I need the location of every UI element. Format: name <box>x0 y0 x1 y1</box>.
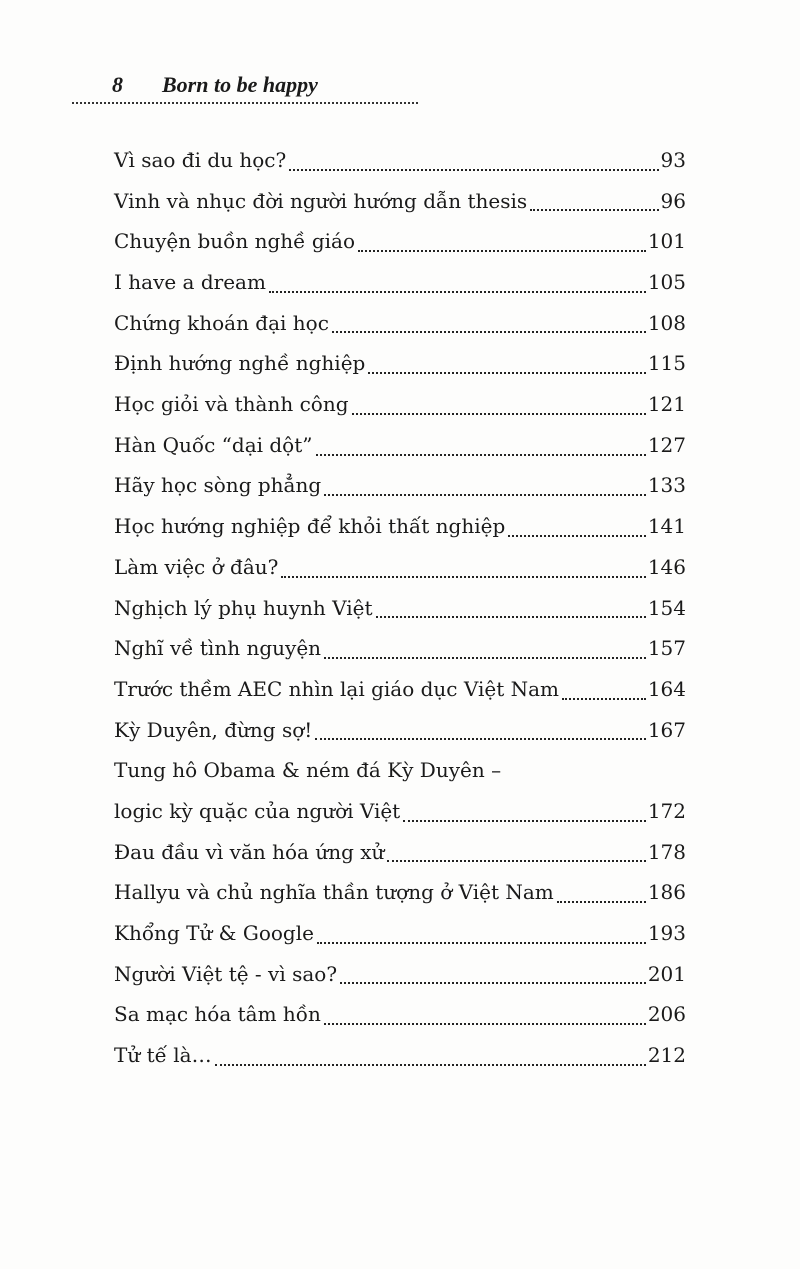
toc-entry <box>114 466 686 507</box>
book-title: Born to be happy <box>162 72 318 97</box>
toc-entry-title: Học hướng nghiệp để khỏi thất nghiệp <box>114 514 506 539</box>
toc-entry-title-last-line <box>114 791 648 832</box>
toc-entry <box>114 506 686 547</box>
header-divider <box>72 102 418 104</box>
toc-entry <box>114 547 686 588</box>
dot-leader <box>508 535 646 537</box>
dot-leader <box>368 372 645 374</box>
toc-entry <box>114 181 686 222</box>
toc-entry-page: 115 <box>647 351 686 376</box>
toc-entry-page: 96 <box>660 188 686 213</box>
toc-entry-page: 193 <box>647 921 686 946</box>
toc-entry-title: Sa mạc hóa tâm hồn <box>114 1002 321 1027</box>
toc-entry-title: Hàn Quốc “dại dột” <box>114 432 313 457</box>
toc-entry-page: 186 <box>647 880 686 905</box>
toc-entry <box>114 384 686 425</box>
dot-leader <box>315 738 646 740</box>
toc-entry <box>114 140 686 181</box>
toc-entry-page: 146 <box>647 554 686 579</box>
toc-entry <box>114 343 686 384</box>
toc-entry-page: 101 <box>647 229 686 254</box>
toc-entry-page: 178 <box>647 839 686 864</box>
dot-leader <box>324 657 646 659</box>
dot-leader <box>324 494 646 496</box>
toc-entry <box>114 872 686 913</box>
dot-leader <box>376 616 646 618</box>
toc-entry-title: Chuyện buồn nghề giáo <box>114 229 355 254</box>
dot-leader <box>289 169 658 171</box>
toc-entry-page: 157 <box>647 636 686 661</box>
dot-leader <box>358 250 646 252</box>
toc-entry <box>114 303 686 344</box>
toc-entry <box>114 628 686 669</box>
toc-entry-title: Tử tế là… <box>114 1043 212 1068</box>
toc-entry-title: Hallyu và chủ nghĩa thần tượng ở Việt Nam <box>114 880 554 905</box>
toc-entry-title: Học giỏi và thành công <box>114 392 349 417</box>
dot-leader <box>317 942 646 944</box>
running-header <box>112 70 418 104</box>
toc-entry-page: 141 <box>647 514 686 539</box>
toc-entry-title: Hãy học sòng phẳng <box>114 473 322 498</box>
table-of-contents <box>114 140 686 1076</box>
toc-entry <box>114 669 686 710</box>
toc-entry <box>114 425 686 466</box>
toc-entry-page: 154 <box>647 595 686 620</box>
toc-entry <box>114 994 686 1035</box>
toc-entry-page: 127 <box>647 432 686 457</box>
page-number: 8 <box>112 72 123 97</box>
toc-entry-page: 108 <box>647 310 686 335</box>
dot-leader <box>352 413 646 415</box>
toc-entry <box>114 1035 686 1076</box>
toc-entry <box>114 954 686 995</box>
toc-entry-title: Người Việt tệ - vì sao? <box>114 961 338 986</box>
toc-entry-title: Làm việc ở đâu? <box>114 554 279 579</box>
dot-leader <box>269 291 646 293</box>
toc-entry-page: 105 <box>647 270 686 295</box>
toc-entry-page: 206 <box>647 1002 686 1027</box>
toc-entry-title: I have a dream <box>114 270 266 295</box>
dot-leader <box>403 820 646 822</box>
toc-entry-title: Nghĩ về tình nguyện <box>114 636 322 661</box>
toc-entry-page: 164 <box>647 676 686 701</box>
dot-leader <box>324 1023 646 1025</box>
dot-leader <box>332 331 646 333</box>
toc-entry-page: 133 <box>647 473 686 498</box>
dot-leader <box>387 860 645 862</box>
toc-entry-title: Nghịch lý phụ huynh Việt <box>114 595 373 620</box>
toc-entry-title: Chứng khoán đại học <box>114 310 329 335</box>
toc-entry-title-line2: logic kỳ quặc của người Việt <box>114 799 401 824</box>
dot-leader <box>562 698 646 700</box>
toc-entry-page: 201 <box>647 961 686 986</box>
dot-leader <box>281 576 645 578</box>
toc-entry-title: Kỳ Duyên, đừng sợ! <box>114 717 313 742</box>
toc-entry-title: Vinh và nhục đời người hướng dẫn thesis <box>114 188 528 213</box>
toc-entry <box>114 750 686 831</box>
dot-leader <box>215 1064 646 1066</box>
dot-leader <box>340 982 646 984</box>
toc-entry <box>114 832 686 873</box>
toc-entry <box>114 913 686 954</box>
toc-entry-title: Khổng Tử & Google <box>114 921 314 946</box>
toc-entry-page: 167 <box>647 717 686 742</box>
toc-entry-title: Định hướng nghề nghiệp <box>114 351 366 376</box>
dot-leader <box>530 209 658 211</box>
toc-entry <box>114 262 686 303</box>
toc-entry-page: 121 <box>647 392 686 417</box>
toc-entry-title-line1: Tung hô Obama & ném đá Kỳ Duyên – <box>114 758 502 783</box>
toc-entry-page: 172 <box>647 799 686 824</box>
toc-entry-page: 93 <box>660 147 686 172</box>
toc-entry <box>114 588 686 629</box>
dot-leader <box>557 901 646 903</box>
toc-entry-title: Vì sao đi du học? <box>114 147 287 172</box>
toc-entry-title: Trước thềm AEC nhìn lại giáo dục Việt Nam <box>114 676 559 701</box>
toc-entry <box>114 221 686 262</box>
toc-entry <box>114 710 686 751</box>
toc-entry-page: 212 <box>647 1043 686 1068</box>
toc-entry-title-block <box>114 750 648 831</box>
toc-entry-title: Đau đầu vì văn hóa ứng xử <box>114 839 385 864</box>
dot-leader <box>316 454 646 456</box>
